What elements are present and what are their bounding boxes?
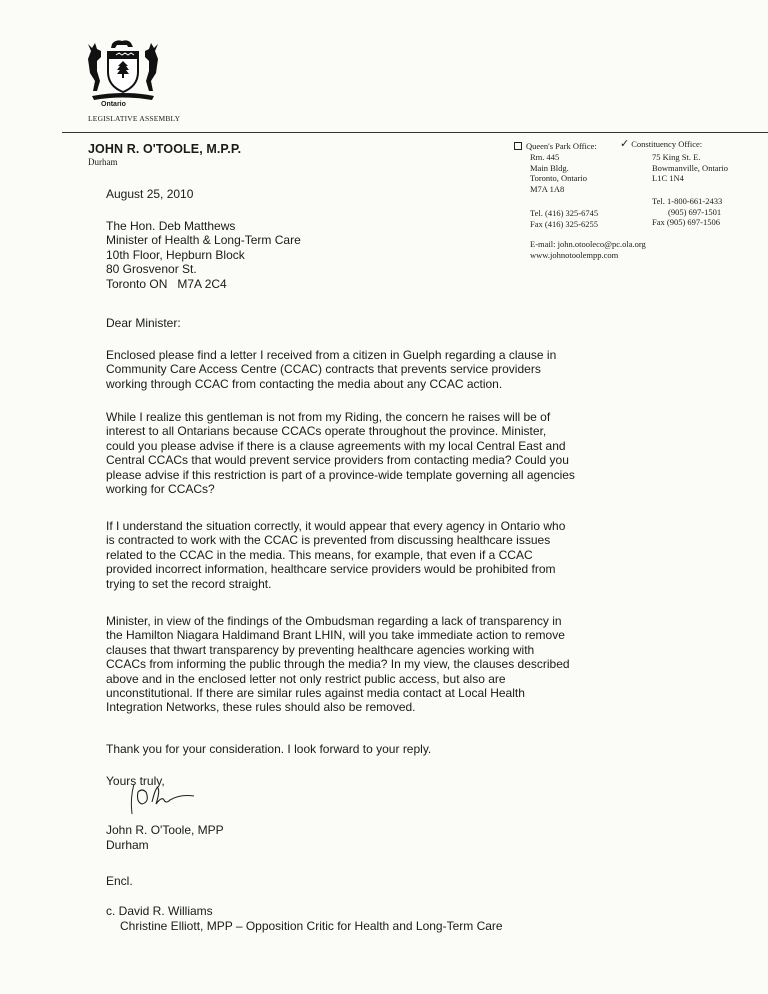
constituency-address <box>652 152 728 184</box>
address-line: 75 King St. E. <box>652 152 701 162</box>
fax-line: Fax (905) 697-1506 <box>652 217 720 228</box>
closing: Yours truly, <box>106 774 165 788</box>
signer-name: John R. O'Toole, MPP <box>106 823 224 837</box>
cc-line: c. David R. Williams <box>106 904 213 918</box>
queens-park-contact <box>530 239 646 260</box>
recipient-line: 80 Grosvenor St. <box>106 262 197 277</box>
fax-line: Fax (416) 325-6255 <box>530 218 598 229</box>
salutation: Dear Minister: <box>106 316 181 330</box>
ontario-crest-logo <box>84 38 162 104</box>
constituency-office-title <box>620 139 702 150</box>
address-line: Main Bldg. <box>530 162 569 173</box>
paragraph-3 <box>106 519 565 591</box>
paragraph-5 <box>106 742 431 756</box>
enclosure-note: Encl. <box>106 874 133 888</box>
body-line: Enclosed please find a letter I received from a citizen in Guelph regarding a clause in <box>106 348 557 362</box>
recipient-line: The Hon. Deb Matthews <box>106 219 236 233</box>
recipient-address <box>106 219 301 291</box>
mpp-name: JOHN R. O'TOOLE, M.P.P. <box>88 142 242 156</box>
recipient-line: 10th Floor, Hepburn Block <box>106 247 245 262</box>
recipient-line: Toronto ON M7A 2C4 <box>106 276 227 291</box>
body-line: working for CCACs? <box>106 482 215 497</box>
queens-park-office-title <box>514 141 597 152</box>
body-line: related to the CCAC in the media. This means, for example, that even if a CCAC <box>106 547 533 562</box>
body-line: clauses that thwart transparency by preventing healthcare agencies working with <box>106 642 535 657</box>
body-line: CCACs from informing the public through the media? In my view, the clauses described <box>106 657 570 672</box>
address-line: Toronto, Ontario <box>530 173 588 184</box>
body-line: interest to all Ontarians because CCACs operate throughout the province. Minister, <box>106 424 547 439</box>
body-line: Thank you for your consideration. I look forward to your reply. <box>106 742 432 756</box>
paragraph-1 <box>106 348 556 391</box>
legislative-assembly-label: LEGISLATIVE ASSEMBLY <box>88 114 181 123</box>
body-line: trying to set the record straight. <box>106 576 272 591</box>
paragraph-4 <box>106 614 570 715</box>
constituency-title-text: Constituency Office: <box>631 139 703 149</box>
body-line: unconstitutional. If there are similar rules against media contact at Local Health <box>106 686 525 701</box>
body-line: provided incorrect information, healthcare service providers would be prohibited from <box>106 562 556 577</box>
paragraph-2 <box>106 410 575 496</box>
body-line: Community Care Access Centre (CCAC) contracts that prevents service providers <box>106 362 541 377</box>
letter-date: August 25, 2010 <box>106 187 194 201</box>
cc-line: Christine Elliott, MPP – Opposition Critic for Health and Long-Term Care <box>120 919 503 933</box>
crest-label: Ontario <box>101 101 126 108</box>
website-line: www.johnotoolempp.com <box>530 249 619 260</box>
body-line: please advise if this restriction is part of a province-wide template governing all agencies <box>106 467 575 482</box>
body-line: working through CCAC from contacting the media about any CCAC action. <box>106 376 503 391</box>
checkmark-icon: ✓ <box>620 138 630 150</box>
address-line: M7A 1A8 <box>530 183 565 194</box>
body-line: above and in the enclosed letter not only restrict public access, but also are <box>106 671 506 686</box>
signer-riding: Durham <box>106 838 149 852</box>
body-line: Minister, in view of the findings of the Ombudsman regarding a lack of transparency in <box>106 614 562 628</box>
queens-park-title-text: Queen's Park Office: <box>526 141 597 151</box>
handwritten-signature <box>126 780 216 820</box>
queens-park-address <box>530 152 587 194</box>
body-line: Central CCACs that would prevent service providers from contacting media? Could you <box>106 453 569 468</box>
tel-line: (905) 697-1501 <box>668 206 722 217</box>
body-line: If I understand the situation correctly, it would appear that every agency in Ontario who <box>106 519 566 533</box>
mpp-riding: Durham <box>88 157 118 167</box>
email-line: E-mail: john.otooleco@pc.ola.org <box>530 239 646 249</box>
body-line: While I realize this gentleman is not from my Riding, the concern he raises will be of <box>106 410 551 424</box>
recipient-line: Minister of Health & Long-Term Care <box>106 233 301 248</box>
constituency-phone <box>652 196 722 228</box>
header-divider <box>62 132 768 133</box>
queens-park-phone <box>530 208 598 229</box>
tel-line: Tel. 1-800-661-2433 <box>652 196 723 206</box>
address-line: Bowmanville, Ontario <box>652 162 729 173</box>
address-line: Rm. 445 <box>530 152 560 162</box>
body-line: is contracted to work with the CCAC is prevented from discussing healthcare issues <box>106 533 551 548</box>
body-line: could you please advise if there is a clause agreements with my local Central East and <box>106 438 566 453</box>
body-line: Integration Networks, these rules should also be removed. <box>106 700 416 715</box>
tel-line: Tel. (416) 325-6745 <box>530 208 599 218</box>
address-line: L1C 1N4 <box>652 173 684 184</box>
checkbox-icon <box>514 142 522 150</box>
body-line: the Hamilton Niagara Haldimand Brant LHIN, will you take immediate action to remove <box>106 628 565 643</box>
